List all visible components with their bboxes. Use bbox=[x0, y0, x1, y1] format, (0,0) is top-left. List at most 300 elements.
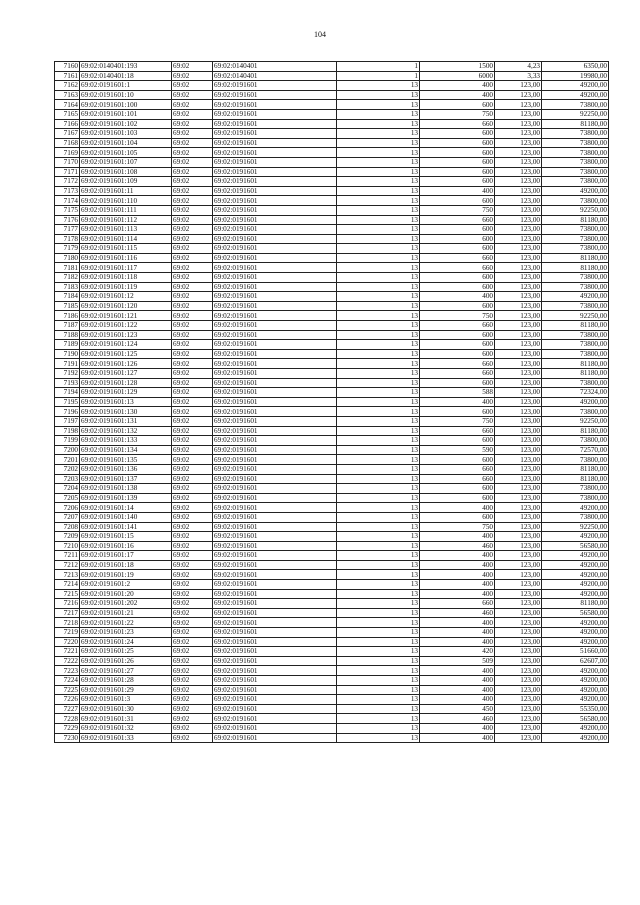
district-code-cell: 69:02 bbox=[172, 119, 213, 129]
group-cell: 13 bbox=[337, 244, 420, 254]
cadastral-value-cell: 73800,00 bbox=[542, 330, 609, 340]
quarter-number-cell: 69:02:0191601 bbox=[213, 186, 337, 196]
table-row bbox=[55, 618, 609, 628]
cadastral-value-cell: 49200,00 bbox=[542, 723, 609, 733]
group-cell: 13 bbox=[337, 225, 420, 235]
specific-value-cell: 123,00 bbox=[495, 253, 542, 263]
table-row bbox=[55, 474, 609, 484]
specific-value-cell: 123,00 bbox=[495, 570, 542, 580]
specific-value-cell: 123,00 bbox=[495, 292, 542, 302]
quarter-number-cell: 69:02:0191601 bbox=[213, 90, 337, 100]
cadastral-value-cell: 73800,00 bbox=[542, 378, 609, 388]
quarter-number-cell: 69:02:0191601 bbox=[213, 119, 337, 129]
cadastral-value-cell: 49200,00 bbox=[542, 676, 609, 686]
group-cell: 13 bbox=[337, 436, 420, 446]
cadastral-number-cell: 69:02:0191601:113 bbox=[80, 225, 172, 235]
cadastral-value-cell: 73800,00 bbox=[542, 129, 609, 139]
group-cell: 13 bbox=[337, 560, 420, 570]
specific-value-cell: 123,00 bbox=[495, 273, 542, 283]
quarter-number-cell: 69:02:0191601 bbox=[213, 340, 337, 350]
cadastral-value-cell: 73800,00 bbox=[542, 436, 609, 446]
cadastral-value-cell: 49200,00 bbox=[542, 397, 609, 407]
area-cell: 400 bbox=[420, 618, 495, 628]
cadastral-value-cell: 73800,00 bbox=[542, 225, 609, 235]
group-cell: 13 bbox=[337, 138, 420, 148]
area-cell: 460 bbox=[420, 541, 495, 551]
specific-value-cell: 123,00 bbox=[495, 560, 542, 570]
area-cell: 660 bbox=[420, 253, 495, 263]
area-cell: 660 bbox=[420, 426, 495, 436]
cadastral-value-cell: 73800,00 bbox=[542, 100, 609, 110]
quarter-number-cell: 69:02:0191601 bbox=[213, 512, 337, 522]
quarter-number-cell: 69:02:0191601 bbox=[213, 253, 337, 263]
district-code-cell: 69:02 bbox=[172, 512, 213, 522]
row-number-cell: 7161 bbox=[55, 71, 80, 81]
group-cell: 13 bbox=[337, 685, 420, 695]
table-row bbox=[55, 484, 609, 494]
area-cell: 600 bbox=[420, 100, 495, 110]
cadastral-value-cell: 92250,00 bbox=[542, 109, 609, 119]
table-row bbox=[55, 301, 609, 311]
district-code-cell: 69:02 bbox=[172, 608, 213, 618]
row-number-cell: 7182 bbox=[55, 273, 80, 283]
district-code-cell: 69:02 bbox=[172, 349, 213, 359]
cadastral-number-cell: 69:02:0191601:21 bbox=[80, 608, 172, 618]
cadastral-number-cell: 69:02:0191601:32 bbox=[80, 723, 172, 733]
district-code-cell: 69:02 bbox=[172, 138, 213, 148]
page-number: 104 bbox=[314, 30, 326, 39]
group-cell: 13 bbox=[337, 599, 420, 609]
specific-value-cell: 123,00 bbox=[495, 234, 542, 244]
district-code-cell: 69:02 bbox=[172, 205, 213, 215]
table-row bbox=[55, 167, 609, 177]
district-code-cell: 69:02 bbox=[172, 301, 213, 311]
group-cell: 13 bbox=[337, 186, 420, 196]
cadastral-value-cell: 56580,00 bbox=[542, 714, 609, 724]
group-cell: 13 bbox=[337, 714, 420, 724]
table-row bbox=[55, 551, 609, 561]
quarter-number-cell: 69:02:0191601 bbox=[213, 484, 337, 494]
table-row bbox=[55, 292, 609, 302]
row-number-cell: 7176 bbox=[55, 215, 80, 225]
group-cell: 13 bbox=[337, 321, 420, 331]
table-row bbox=[55, 666, 609, 676]
cadastral-value-cell: 81180,00 bbox=[542, 599, 609, 609]
group-cell: 13 bbox=[337, 234, 420, 244]
cadastral-number-cell: 69:02:0191601:2 bbox=[80, 580, 172, 590]
row-number-cell: 7164 bbox=[55, 100, 80, 110]
specific-value-cell: 123,00 bbox=[495, 311, 542, 321]
group-cell: 13 bbox=[337, 369, 420, 379]
cadastral-number-cell: 69:02:0191601:108 bbox=[80, 167, 172, 177]
row-number-cell: 7206 bbox=[55, 503, 80, 513]
cadastral-number-cell: 69:02:0191601:133 bbox=[80, 436, 172, 446]
specific-value-cell: 123,00 bbox=[495, 177, 542, 187]
specific-value-cell: 123,00 bbox=[495, 378, 542, 388]
cadastral-number-cell: 69:02:0191601:17 bbox=[80, 551, 172, 561]
table-row bbox=[55, 541, 609, 551]
cadastral-value-cell: 49200,00 bbox=[542, 186, 609, 196]
area-cell: 400 bbox=[420, 503, 495, 513]
specific-value-cell: 123,00 bbox=[495, 695, 542, 705]
table-row bbox=[55, 100, 609, 110]
cadastral-number-cell: 69:02:0191601:141 bbox=[80, 522, 172, 532]
cadastral-number-cell: 69:02:0191601:124 bbox=[80, 340, 172, 350]
cadastral-number-cell: 69:02:0191601:134 bbox=[80, 445, 172, 455]
cadastral-value-cell: 92250,00 bbox=[542, 311, 609, 321]
table-row bbox=[55, 109, 609, 119]
cadastral-value-cell: 49200,00 bbox=[542, 90, 609, 100]
table-row bbox=[55, 464, 609, 474]
table-row bbox=[55, 138, 609, 148]
table-row bbox=[55, 177, 609, 187]
group-cell: 13 bbox=[337, 580, 420, 590]
area-cell: 600 bbox=[420, 493, 495, 503]
cadastral-number-cell: 69:02:0191601:136 bbox=[80, 464, 172, 474]
quarter-number-cell: 69:02:0191601 bbox=[213, 397, 337, 407]
quarter-number-cell: 69:02:0191601 bbox=[213, 695, 337, 705]
cadastral-number-cell: 69:02:0191601:120 bbox=[80, 301, 172, 311]
row-number-cell: 7190 bbox=[55, 349, 80, 359]
specific-value-cell: 123,00 bbox=[495, 167, 542, 177]
specific-value-cell: 123,00 bbox=[495, 81, 542, 91]
row-number-cell: 7217 bbox=[55, 608, 80, 618]
row-number-cell: 7210 bbox=[55, 541, 80, 551]
table-row bbox=[55, 704, 609, 714]
quarter-number-cell: 69:02:0191601 bbox=[213, 445, 337, 455]
area-cell: 660 bbox=[420, 263, 495, 273]
district-code-cell: 69:02 bbox=[172, 647, 213, 657]
cadastral-number-cell: 69:02:0191601:118 bbox=[80, 273, 172, 283]
quarter-number-cell: 69:02:0191601 bbox=[213, 148, 337, 158]
cadastral-value-cell: 49200,00 bbox=[542, 551, 609, 561]
area-cell: 450 bbox=[420, 704, 495, 714]
cadastral-value-cell: 49200,00 bbox=[542, 589, 609, 599]
group-cell: 13 bbox=[337, 445, 420, 455]
table-row bbox=[55, 282, 609, 292]
cadastral-value-cell: 19980,00 bbox=[542, 71, 609, 81]
area-cell: 400 bbox=[420, 570, 495, 580]
cadastral-number-cell: 69:02:0191601:127 bbox=[80, 369, 172, 379]
specific-value-cell: 123,00 bbox=[495, 340, 542, 350]
district-code-cell: 69:02 bbox=[172, 388, 213, 398]
cadastral-value-cell: 81180,00 bbox=[542, 369, 609, 379]
area-cell: 660 bbox=[420, 474, 495, 484]
area-cell: 600 bbox=[420, 282, 495, 292]
specific-value-cell: 123,00 bbox=[495, 464, 542, 474]
group-cell: 13 bbox=[337, 282, 420, 292]
district-code-cell: 69:02 bbox=[172, 244, 213, 254]
table-row bbox=[55, 205, 609, 215]
district-code-cell: 69:02 bbox=[172, 157, 213, 167]
cadastral-number-cell: 69:02:0191601:123 bbox=[80, 330, 172, 340]
cadastral-number-cell: 69:02:0191601:33 bbox=[80, 733, 172, 743]
specific-value-cell: 123,00 bbox=[495, 599, 542, 609]
cadastral-value-cell: 81180,00 bbox=[542, 359, 609, 369]
table-row bbox=[55, 522, 609, 532]
area-cell: 600 bbox=[420, 436, 495, 446]
cadastral-number-cell: 69:02:0191601:109 bbox=[80, 177, 172, 187]
group-cell: 13 bbox=[337, 704, 420, 714]
area-cell: 600 bbox=[420, 301, 495, 311]
cadastral-value-cell: 6350,00 bbox=[542, 62, 609, 72]
cadastral-value-cell: 49200,00 bbox=[542, 532, 609, 542]
specific-value-cell: 123,00 bbox=[495, 656, 542, 666]
cadastral-number-cell: 69:02:0191601:128 bbox=[80, 378, 172, 388]
specific-value-cell: 123,00 bbox=[495, 196, 542, 206]
district-code-cell: 69:02 bbox=[172, 177, 213, 187]
area-cell: 750 bbox=[420, 416, 495, 426]
group-cell: 13 bbox=[337, 215, 420, 225]
area-cell: 460 bbox=[420, 608, 495, 618]
table-row bbox=[55, 349, 609, 359]
specific-value-cell: 123,00 bbox=[495, 522, 542, 532]
district-code-cell: 69:02 bbox=[172, 637, 213, 647]
district-code-cell: 69:02 bbox=[172, 532, 213, 542]
row-number-cell: 7207 bbox=[55, 512, 80, 522]
district-code-cell: 69:02 bbox=[172, 109, 213, 119]
quarter-number-cell: 69:02:0191601 bbox=[213, 522, 337, 532]
quarter-number-cell: 69:02:0191601 bbox=[213, 244, 337, 254]
area-cell: 400 bbox=[420, 685, 495, 695]
area-cell: 400 bbox=[420, 589, 495, 599]
cadastral-value-cell: 62607,00 bbox=[542, 656, 609, 666]
district-code-cell: 69:02 bbox=[172, 330, 213, 340]
quarter-number-cell: 69:02:0191601 bbox=[213, 234, 337, 244]
specific-value-cell: 123,00 bbox=[495, 685, 542, 695]
group-cell: 13 bbox=[337, 503, 420, 513]
group-cell: 13 bbox=[337, 608, 420, 618]
quarter-number-cell: 69:02:0191601 bbox=[213, 225, 337, 235]
row-number-cell: 7195 bbox=[55, 397, 80, 407]
district-code-cell: 69:02 bbox=[172, 685, 213, 695]
cadastral-number-cell: 69:02:0191601:130 bbox=[80, 407, 172, 417]
row-number-cell: 7189 bbox=[55, 340, 80, 350]
table-row bbox=[55, 71, 609, 81]
district-code-cell: 69:02 bbox=[172, 378, 213, 388]
cadastral-number-cell: 69:02:0191601:132 bbox=[80, 426, 172, 436]
group-cell: 13 bbox=[337, 263, 420, 273]
table-row bbox=[55, 340, 609, 350]
row-number-cell: 7201 bbox=[55, 455, 80, 465]
row-number-cell: 7212 bbox=[55, 560, 80, 570]
district-code-cell: 69:02 bbox=[172, 397, 213, 407]
specific-value-cell: 123,00 bbox=[495, 148, 542, 158]
row-number-cell: 7219 bbox=[55, 628, 80, 638]
area-cell: 600 bbox=[420, 167, 495, 177]
row-number-cell: 7205 bbox=[55, 493, 80, 503]
district-code-cell: 69:02 bbox=[172, 81, 213, 91]
quarter-number-cell: 69:02:0191601 bbox=[213, 282, 337, 292]
group-cell: 13 bbox=[337, 340, 420, 350]
cadastral-number-cell: 69:02:0191601:23 bbox=[80, 628, 172, 638]
quarter-number-cell: 69:02:0191601 bbox=[213, 637, 337, 647]
table-row bbox=[55, 455, 609, 465]
group-cell: 1 bbox=[337, 62, 420, 72]
cadastral-number-cell: 69:02:0191601:202 bbox=[80, 599, 172, 609]
row-number-cell: 7187 bbox=[55, 321, 80, 331]
group-cell: 1 bbox=[337, 71, 420, 81]
area-cell: 400 bbox=[420, 723, 495, 733]
group-cell: 13 bbox=[337, 292, 420, 302]
row-number-cell: 7224 bbox=[55, 676, 80, 686]
cadastral-value-cell: 49200,00 bbox=[542, 733, 609, 743]
quarter-number-cell: 69:02:0191601 bbox=[213, 311, 337, 321]
cadastral-number-cell: 69:02:0191601:16 bbox=[80, 541, 172, 551]
area-cell: 400 bbox=[420, 580, 495, 590]
quarter-number-cell: 69:02:0191601 bbox=[213, 426, 337, 436]
row-number-cell: 7199 bbox=[55, 436, 80, 446]
cadastral-number-cell: 69:02:0191601:22 bbox=[80, 618, 172, 628]
specific-value-cell: 123,00 bbox=[495, 676, 542, 686]
cadastral-value-cell: 73800,00 bbox=[542, 244, 609, 254]
group-cell: 13 bbox=[337, 647, 420, 657]
group-cell: 13 bbox=[337, 100, 420, 110]
row-number-cell: 7197 bbox=[55, 416, 80, 426]
row-number-cell: 7167 bbox=[55, 129, 80, 139]
district-code-cell: 69:02 bbox=[172, 273, 213, 283]
cadastral-value-cell: 72570,00 bbox=[542, 445, 609, 455]
cadastral-value-cell: 49200,00 bbox=[542, 685, 609, 695]
row-number-cell: 7179 bbox=[55, 244, 80, 254]
table-row bbox=[55, 129, 609, 139]
quarter-number-cell: 69:02:0191601 bbox=[213, 407, 337, 417]
quarter-number-cell: 69:02:0191601 bbox=[213, 100, 337, 110]
group-cell: 13 bbox=[337, 253, 420, 263]
row-number-cell: 7226 bbox=[55, 695, 80, 705]
cadastral-value-cell: 49200,00 bbox=[542, 618, 609, 628]
cadastral-number-cell: 69:02:0191601:125 bbox=[80, 349, 172, 359]
group-cell: 13 bbox=[337, 532, 420, 542]
row-number-cell: 7209 bbox=[55, 532, 80, 542]
district-code-cell: 69:02 bbox=[172, 666, 213, 676]
quarter-number-cell: 69:02:0191601 bbox=[213, 416, 337, 426]
district-code-cell: 69:02 bbox=[172, 321, 213, 331]
district-code-cell: 69:02 bbox=[172, 253, 213, 263]
cadastral-value-cell: 92250,00 bbox=[542, 522, 609, 532]
specific-value-cell: 123,00 bbox=[495, 138, 542, 148]
group-cell: 13 bbox=[337, 205, 420, 215]
specific-value-cell: 123,00 bbox=[495, 637, 542, 647]
cadastral-value-cell: 73800,00 bbox=[542, 234, 609, 244]
specific-value-cell: 123,00 bbox=[495, 330, 542, 340]
quarter-number-cell: 69:02:0191601 bbox=[213, 378, 337, 388]
specific-value-cell: 123,00 bbox=[495, 301, 542, 311]
quarter-number-cell: 69:02:0191601 bbox=[213, 541, 337, 551]
district-code-cell: 69:02 bbox=[172, 704, 213, 714]
specific-value-cell: 123,00 bbox=[495, 129, 542, 139]
area-cell: 590 bbox=[420, 445, 495, 455]
group-cell: 13 bbox=[337, 129, 420, 139]
area-cell: 400 bbox=[420, 90, 495, 100]
cadastral-value-cell: 49200,00 bbox=[542, 628, 609, 638]
table-row bbox=[55, 62, 609, 72]
group-cell: 13 bbox=[337, 157, 420, 167]
cadastral-number-cell: 69:02:0191601:101 bbox=[80, 109, 172, 119]
specific-value-cell: 123,00 bbox=[495, 580, 542, 590]
specific-value-cell: 123,00 bbox=[495, 733, 542, 743]
cadastral-number-cell: 69:02:0191601:30 bbox=[80, 704, 172, 714]
area-cell: 750 bbox=[420, 205, 495, 215]
specific-value-cell: 123,00 bbox=[495, 109, 542, 119]
cadastral-number-cell: 69:02:0191601:139 bbox=[80, 493, 172, 503]
specific-value-cell: 123,00 bbox=[495, 436, 542, 446]
cadastral-number-cell: 69:02:0191601:102 bbox=[80, 119, 172, 129]
district-code-cell: 69:02 bbox=[172, 215, 213, 225]
table-row bbox=[55, 148, 609, 158]
specific-value-cell: 123,00 bbox=[495, 349, 542, 359]
quarter-number-cell: 69:02:0191601 bbox=[213, 685, 337, 695]
area-cell: 400 bbox=[420, 532, 495, 542]
table-row bbox=[55, 685, 609, 695]
specific-value-cell: 123,00 bbox=[495, 369, 542, 379]
table-body bbox=[55, 62, 609, 743]
specific-value-cell: 123,00 bbox=[495, 215, 542, 225]
cadastral-number-cell: 69:02:0191601:122 bbox=[80, 321, 172, 331]
quarter-number-cell: 69:02:0191601 bbox=[213, 608, 337, 618]
cadastral-number-cell: 69:02:0191601:135 bbox=[80, 455, 172, 465]
cadastral-value-cell: 49200,00 bbox=[542, 695, 609, 705]
cadastral-value-cell: 73800,00 bbox=[542, 493, 609, 503]
district-code-cell: 69:02 bbox=[172, 599, 213, 609]
district-code-cell: 69:02 bbox=[172, 225, 213, 235]
quarter-number-cell: 69:02:0191601 bbox=[213, 570, 337, 580]
group-cell: 13 bbox=[337, 474, 420, 484]
row-number-cell: 7208 bbox=[55, 522, 80, 532]
area-cell: 460 bbox=[420, 714, 495, 724]
group-cell: 13 bbox=[337, 666, 420, 676]
specific-value-cell: 123,00 bbox=[495, 628, 542, 638]
group-cell: 13 bbox=[337, 311, 420, 321]
area-cell: 750 bbox=[420, 522, 495, 532]
cadastral-value-cell: 73800,00 bbox=[542, 349, 609, 359]
cadastral-number-cell: 69:02:0191601:111 bbox=[80, 205, 172, 215]
group-cell: 13 bbox=[337, 416, 420, 426]
specific-value-cell: 123,00 bbox=[495, 445, 542, 455]
table-row bbox=[55, 90, 609, 100]
cadastral-number-cell: 69:02:0191601:25 bbox=[80, 647, 172, 657]
cadastral-number-cell: 69:02:0191601:14 bbox=[80, 503, 172, 513]
table-row bbox=[55, 647, 609, 657]
cadastral-number-cell: 69:02:0191601:121 bbox=[80, 311, 172, 321]
area-cell: 660 bbox=[420, 369, 495, 379]
cadastral-value-cell: 81180,00 bbox=[542, 253, 609, 263]
row-number-cell: 7175 bbox=[55, 205, 80, 215]
group-cell: 13 bbox=[337, 426, 420, 436]
area-cell: 600 bbox=[420, 157, 495, 167]
cadastral-value-cell: 72324,00 bbox=[542, 388, 609, 398]
group-cell: 13 bbox=[337, 119, 420, 129]
specific-value-cell: 123,00 bbox=[495, 388, 542, 398]
table-row bbox=[55, 81, 609, 91]
cadastral-number-cell: 69:02:0191601:15 bbox=[80, 532, 172, 542]
row-number-cell: 7177 bbox=[55, 225, 80, 235]
area-cell: 600 bbox=[420, 512, 495, 522]
group-cell: 13 bbox=[337, 512, 420, 522]
district-code-cell: 69:02 bbox=[172, 234, 213, 244]
district-code-cell: 69:02 bbox=[172, 62, 213, 72]
area-cell: 400 bbox=[420, 637, 495, 647]
table-row bbox=[55, 263, 609, 273]
specific-value-cell: 123,00 bbox=[495, 541, 542, 551]
cadastral-number-cell: 69:02:0191601:131 bbox=[80, 416, 172, 426]
specific-value-cell: 123,00 bbox=[495, 426, 542, 436]
district-code-cell: 69:02 bbox=[172, 580, 213, 590]
district-code-cell: 69:02 bbox=[172, 369, 213, 379]
row-number-cell: 7211 bbox=[55, 551, 80, 561]
quarter-number-cell: 69:02:0191601 bbox=[213, 436, 337, 446]
area-cell: 600 bbox=[420, 196, 495, 206]
